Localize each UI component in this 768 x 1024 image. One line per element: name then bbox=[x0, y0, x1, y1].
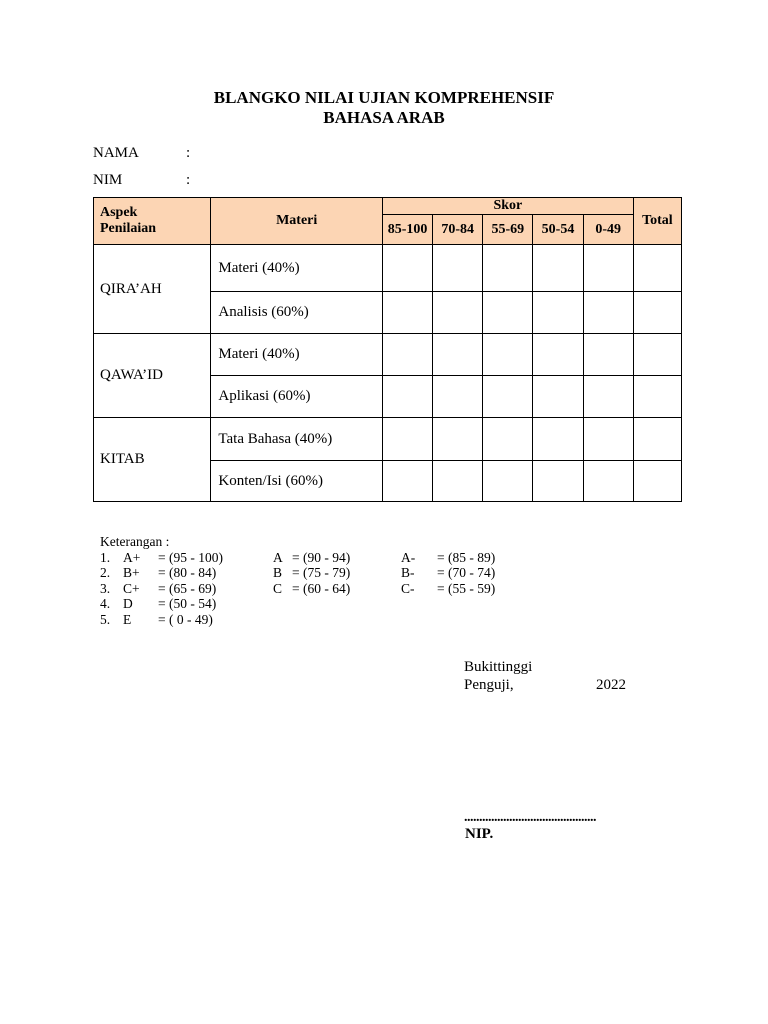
signature-year: 2022 bbox=[596, 677, 626, 693]
legend-grade: A+ bbox=[123, 549, 141, 565]
header-total: Total bbox=[633, 198, 681, 245]
score-cell[interactable] bbox=[533, 245, 583, 292]
legend-num: 2. bbox=[100, 565, 111, 580]
total-cell[interactable] bbox=[633, 376, 681, 418]
total-cell[interactable] bbox=[633, 418, 681, 461]
score-cell[interactable] bbox=[483, 292, 533, 334]
legend-range: = (65 - 69) bbox=[158, 580, 217, 596]
legend-grade: B+ bbox=[123, 565, 140, 580]
score-cell[interactable] bbox=[583, 334, 633, 376]
legend-grade: C bbox=[273, 580, 283, 596]
legend-num: 3. bbox=[100, 580, 111, 596]
signature-examiner: Penguji, bbox=[464, 677, 514, 693]
legend-grade: E bbox=[123, 611, 132, 627]
score-cell[interactable] bbox=[533, 334, 583, 376]
score-cell[interactable] bbox=[433, 334, 483, 376]
signature-city: Bukittinggi bbox=[464, 659, 533, 675]
nama-colon: : bbox=[186, 145, 191, 161]
aspect-qawaid: QAWA’ID bbox=[94, 334, 211, 418]
score-cell[interactable] bbox=[382, 292, 432, 334]
list-item bbox=[100, 565, 496, 581]
item-kitab-konten: Konten/Isi (60%) bbox=[211, 461, 383, 502]
legend-label: Keterangan : bbox=[100, 534, 170, 549]
score-cell[interactable] bbox=[433, 245, 483, 292]
score-cell[interactable] bbox=[382, 461, 432, 502]
list-item bbox=[100, 596, 217, 612]
score-cell[interactable] bbox=[483, 418, 533, 461]
aspect-qiraah: QIRA’AH bbox=[94, 245, 211, 334]
legend-range: = (60 - 64) bbox=[292, 580, 351, 596]
table-row bbox=[94, 245, 682, 292]
item-qawaid-materi: Materi (40%) bbox=[211, 334, 383, 376]
legend-range: = (50 - 54) bbox=[158, 596, 217, 611]
header-materi: Materi bbox=[211, 198, 383, 245]
score-cell[interactable] bbox=[583, 245, 633, 292]
legend-grade: A- bbox=[401, 549, 416, 565]
document-title-line1: BLANGKO NILAI UJIAN KOMPREHENSIF bbox=[213, 88, 555, 107]
list-item bbox=[100, 549, 496, 566]
score-cell[interactable] bbox=[382, 376, 432, 418]
score-cell[interactable] bbox=[533, 418, 583, 461]
legend-range: = (95 - 100) bbox=[158, 549, 223, 565]
item-qawaid-aplikasi: Aplikasi (60%) bbox=[211, 376, 383, 418]
list-item bbox=[100, 580, 496, 597]
legend-grade: A bbox=[273, 549, 283, 565]
score-cell[interactable] bbox=[533, 376, 583, 418]
score-cell[interactable] bbox=[533, 461, 583, 502]
score-cell[interactable] bbox=[382, 418, 432, 461]
total-cell[interactable] bbox=[633, 245, 681, 292]
score-cell[interactable] bbox=[583, 376, 633, 418]
score-cell[interactable] bbox=[433, 376, 483, 418]
list-item bbox=[100, 611, 213, 628]
item-kitab-tata-bahasa: Tata Bahasa (40%) bbox=[211, 418, 383, 461]
nama-label: NAMA bbox=[93, 145, 139, 161]
legend-grade: C- bbox=[401, 580, 415, 596]
score-cell[interactable] bbox=[483, 461, 533, 502]
legend-grade: D bbox=[123, 596, 133, 611]
document-title-line2: BAHASA ARAB bbox=[323, 108, 445, 127]
nip-label: NIP. bbox=[465, 826, 494, 842]
header-range-70-84: 70-84 bbox=[433, 215, 483, 245]
signature-line: ............................................ bbox=[464, 810, 596, 825]
legend-num: 1. bbox=[100, 549, 111, 565]
aspect-kitab: KITAB bbox=[94, 418, 211, 502]
total-cell[interactable] bbox=[633, 292, 681, 334]
header-range-50-54: 50-54 bbox=[533, 215, 583, 245]
legend-range: = (85 - 89) bbox=[437, 549, 496, 565]
score-cell[interactable] bbox=[483, 245, 533, 292]
header-range-0-49: 0-49 bbox=[583, 215, 633, 245]
signature-examiner-line bbox=[464, 677, 626, 694]
item-qiraah-materi: Materi (40%) bbox=[211, 245, 383, 292]
nim-colon: : bbox=[186, 172, 191, 188]
item-qiraah-analisis: Analisis (60%) bbox=[211, 292, 383, 334]
legend-grade: B bbox=[273, 565, 283, 580]
score-cell[interactable] bbox=[483, 376, 533, 418]
legend-grade: B- bbox=[401, 565, 415, 580]
legend-range: = (90 - 94) bbox=[292, 549, 351, 565]
score-cell[interactable] bbox=[433, 292, 483, 334]
legend-range: = (70 - 74) bbox=[437, 565, 496, 580]
legend-num: 5. bbox=[100, 611, 111, 627]
legend-grade: C+ bbox=[123, 580, 140, 596]
grading-legend bbox=[100, 534, 496, 627]
total-cell[interactable] bbox=[633, 334, 681, 376]
nim-field bbox=[93, 172, 191, 189]
score-cell[interactable] bbox=[382, 245, 432, 292]
table-row bbox=[94, 334, 682, 376]
score-cell[interactable] bbox=[583, 292, 633, 334]
score-cell[interactable] bbox=[382, 334, 432, 376]
total-cell[interactable] bbox=[633, 461, 681, 502]
header-aspek-penilaian bbox=[94, 198, 211, 245]
nama-field bbox=[93, 145, 191, 162]
score-cell[interactable] bbox=[483, 334, 533, 376]
header-aspek-line2: Penilaian bbox=[100, 221, 157, 236]
score-cell[interactable] bbox=[583, 418, 633, 461]
nim-label: NIM bbox=[93, 172, 123, 188]
score-cell[interactable] bbox=[433, 461, 483, 502]
header-skor: Skor bbox=[382, 198, 633, 215]
score-table bbox=[93, 197, 682, 502]
legend-num: 4. bbox=[100, 596, 111, 611]
score-cell[interactable] bbox=[583, 461, 633, 502]
header-range-55-69: 55-69 bbox=[483, 215, 533, 245]
legend-range: = (55 - 59) bbox=[437, 580, 496, 596]
score-cell[interactable] bbox=[533, 292, 583, 334]
legend-range: = (80 - 84) bbox=[158, 565, 217, 580]
score-cell[interactable] bbox=[433, 418, 483, 461]
legend-range: = (75 - 79) bbox=[292, 565, 351, 580]
table-row bbox=[94, 418, 682, 461]
header-aspek-line1: Aspek bbox=[100, 205, 138, 220]
header-range-85-100: 85-100 bbox=[382, 215, 432, 245]
legend-range: = ( 0 - 49) bbox=[158, 611, 213, 627]
